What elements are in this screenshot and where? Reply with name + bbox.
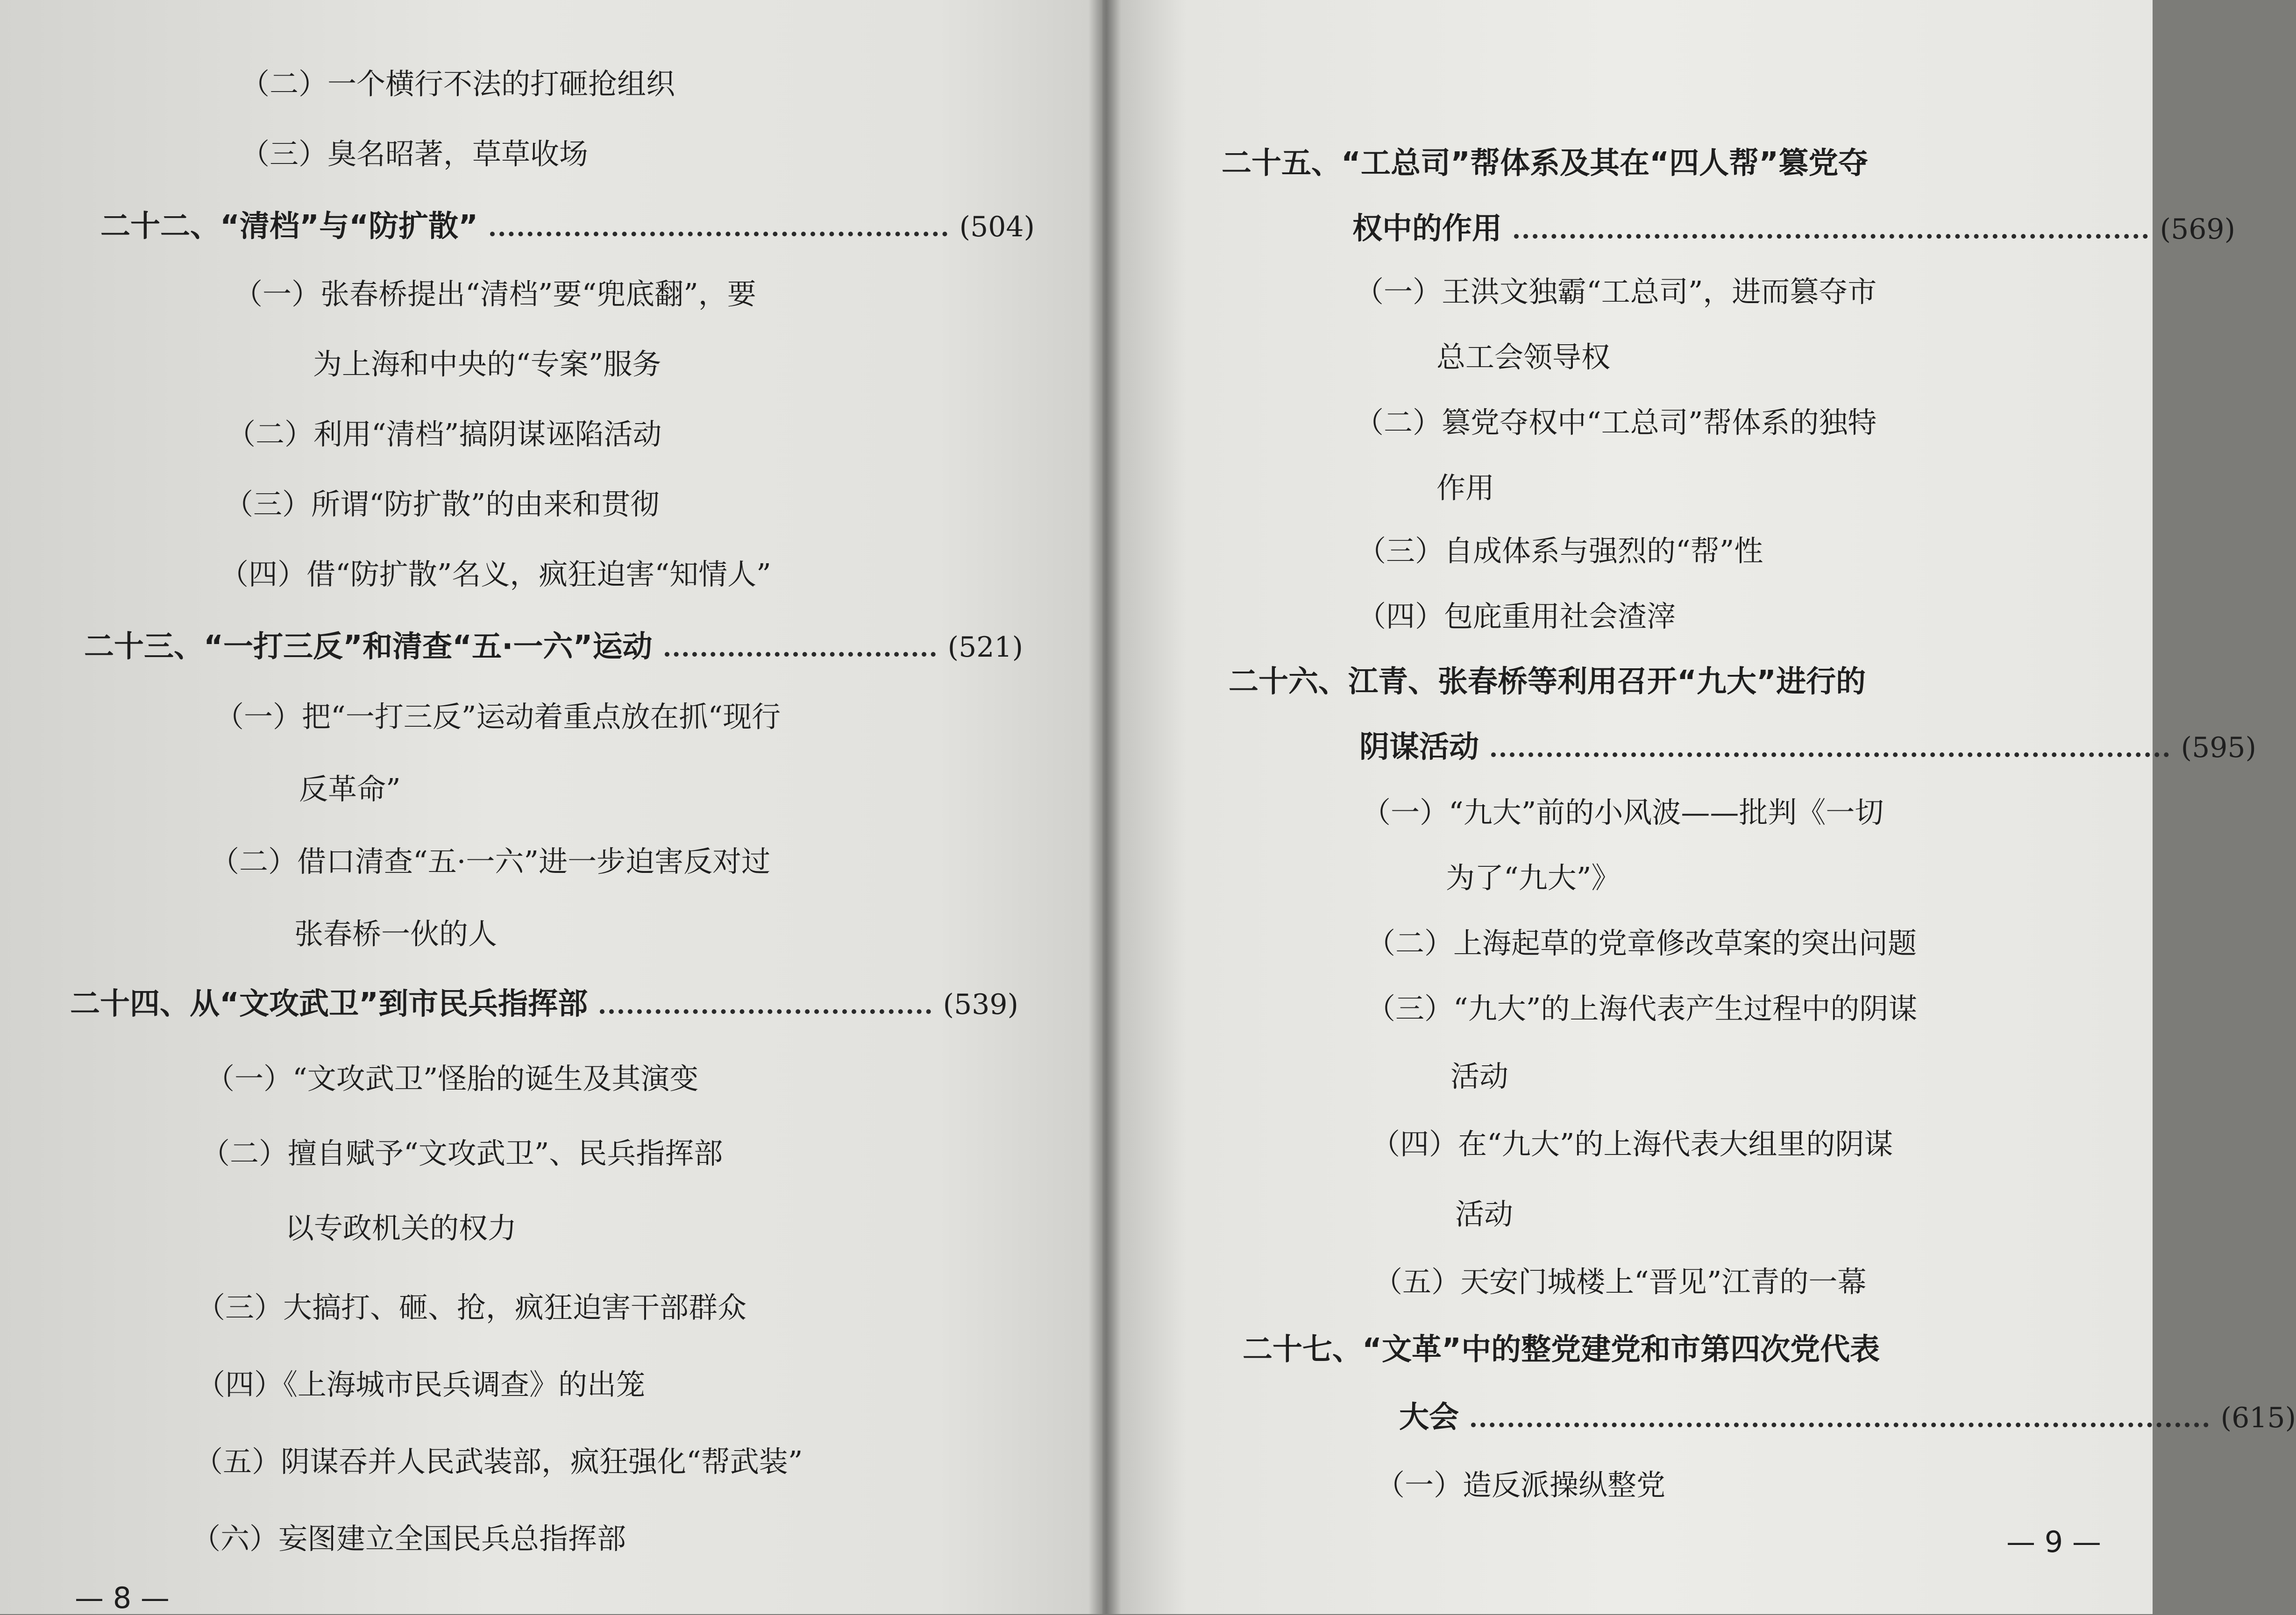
page-number: (569) [2160, 213, 2235, 246]
toc-entry: （一）王洪文独霸“工总司”，进而篡夺市 [1355, 275, 1877, 309]
toc-chapter-continued [1359, 729, 2256, 766]
dot-leader [1491, 752, 2169, 757]
toc-entry: （三）所谓“防扩散”的由来和贯彻 [224, 487, 660, 521]
page-folio: — 8 — [75, 1581, 170, 1615]
toc-entry: 张春桥一伙的人 [294, 917, 498, 951]
toc-chapter [70, 985, 1018, 1023]
toc-entry: 活动 [1450, 1059, 1509, 1093]
toc-entry: 以专政机关的权力 [285, 1211, 517, 1245]
toc-chapter-continued [1352, 210, 2235, 248]
toc-entry: （一）张春桥提出“清档”要“兜底翻”，要 [234, 277, 756, 311]
page-number: (504) [959, 211, 1035, 243]
toc-entry: （三）臭名昭著，草草收场 [241, 137, 589, 171]
toc-entry: （二）上海起草的党章修改草案的突出问题 [1366, 926, 1917, 960]
toc-entry: （四）包庇重用社会渣滓 [1357, 599, 1676, 633]
dot-leader [1514, 234, 2148, 239]
page-number: (595) [2181, 731, 2256, 764]
toc-entry: （二）篡党夺权中“工总司”帮体系的独特 [1355, 405, 1877, 439]
toc-entry: 总工会领导权 [1436, 340, 1611, 374]
toc-entry: （一）造反派操纵整党 [1376, 1468, 1666, 1502]
toc-entry: 活动 [1455, 1197, 1514, 1231]
dot-leader [600, 1009, 931, 1014]
toc-entry: （三）自成体系与强烈的“帮”性 [1357, 534, 1763, 568]
right-page [1102, 0, 2296, 1614]
toc-entry: （二）借口清查“五·一六”进一步迫害反对过 [210, 844, 771, 878]
toc-entry: （四）借“防扩散”名义，疯狂迫害“知情人” [220, 557, 771, 591]
toc-entry: （六）妄图建立全国民兵总指挥部 [192, 1522, 626, 1556]
toc-entry: 作用 [1436, 471, 1495, 505]
page-number: (615) [2220, 1402, 2296, 1434]
toc-entry: （四）《上海城市民兵调查》的出笼 [196, 1367, 646, 1402]
toc-entry: （二）利用“清档”搞阴谋诬陷活动 [227, 417, 662, 451]
chapter-title: 二十三、“一打三反”和清查“五·一六”运动 [84, 630, 653, 664]
toc-entry: （一）把“一打三反”运动着重点放在抓“现行 [215, 700, 781, 734]
toc-entry: 反革命” [299, 772, 401, 806]
toc-entry: （五）阴谋吞并人民武装部，疯狂强化“帮武装” [194, 1445, 803, 1479]
toc-entry: 为上海和中央的“专案”服务 [313, 347, 661, 381]
chapter-title: 二十四、从“文攻武卫”到市民兵指挥部 [70, 987, 588, 1021]
toc-chapter-title: 二十六、江青、张春桥等利用召开“九大”进行的 [1229, 665, 1866, 699]
page-folio: — 9 — [2006, 1525, 2101, 1559]
dot-leader [1471, 1423, 2209, 1427]
page-number: (521) [947, 631, 1023, 664]
toc-entry: （二）一个横行不法的打砸抢组织 [241, 67, 675, 101]
chapter-title-cont: 大会 [1399, 1400, 1459, 1435]
left-page [0, 0, 1102, 1614]
toc-entry: 为了“九大”》 [1446, 861, 1621, 895]
toc-entry: （四）在“九大”的上海代表大组里的阴谋 [1371, 1127, 1893, 1161]
book-gutter [1088, 0, 1121, 1614]
chapter-title: 二十二、“清档”与“防扩散” [100, 209, 478, 244]
toc-entry: （二）擅自赋予“文攻武卫”、民兵指挥部 [201, 1136, 723, 1170]
dot-leader [490, 232, 947, 236]
chapter-title-cont: 权中的作用 [1352, 212, 1502, 246]
toc-chapter-title: 二十五、“工总司”帮体系及其在“四人帮”篡党夺 [1222, 146, 1869, 181]
toc-entry: （三）大搞打、砸、抢，疯狂迫害干部群众 [196, 1290, 747, 1325]
toc-entry: （五）天安门城楼上“晋见”江青的一幕 [1373, 1265, 1867, 1299]
page-number: (539) [943, 988, 1018, 1021]
chapter-title-cont: 阴谋活动 [1359, 730, 1479, 765]
toc-entry: （一）“九大”前的小风波——批判《一切 [1362, 795, 1884, 829]
toc-chapter [84, 628, 1023, 666]
toc-chapter-continued [1399, 1399, 2296, 1437]
toc-entry: （一）“文攻武卫”怪胎的诞生及其演变 [206, 1062, 699, 1096]
toc-chapter [100, 208, 1035, 246]
dot-leader [665, 652, 936, 657]
toc-chapter-title: 二十七、“文革”中的整党建党和市第四次党代表 [1243, 1332, 1880, 1367]
toc-entry: （三）“九大”的上海代表产生过程中的阴谋 [1366, 992, 1918, 1026]
